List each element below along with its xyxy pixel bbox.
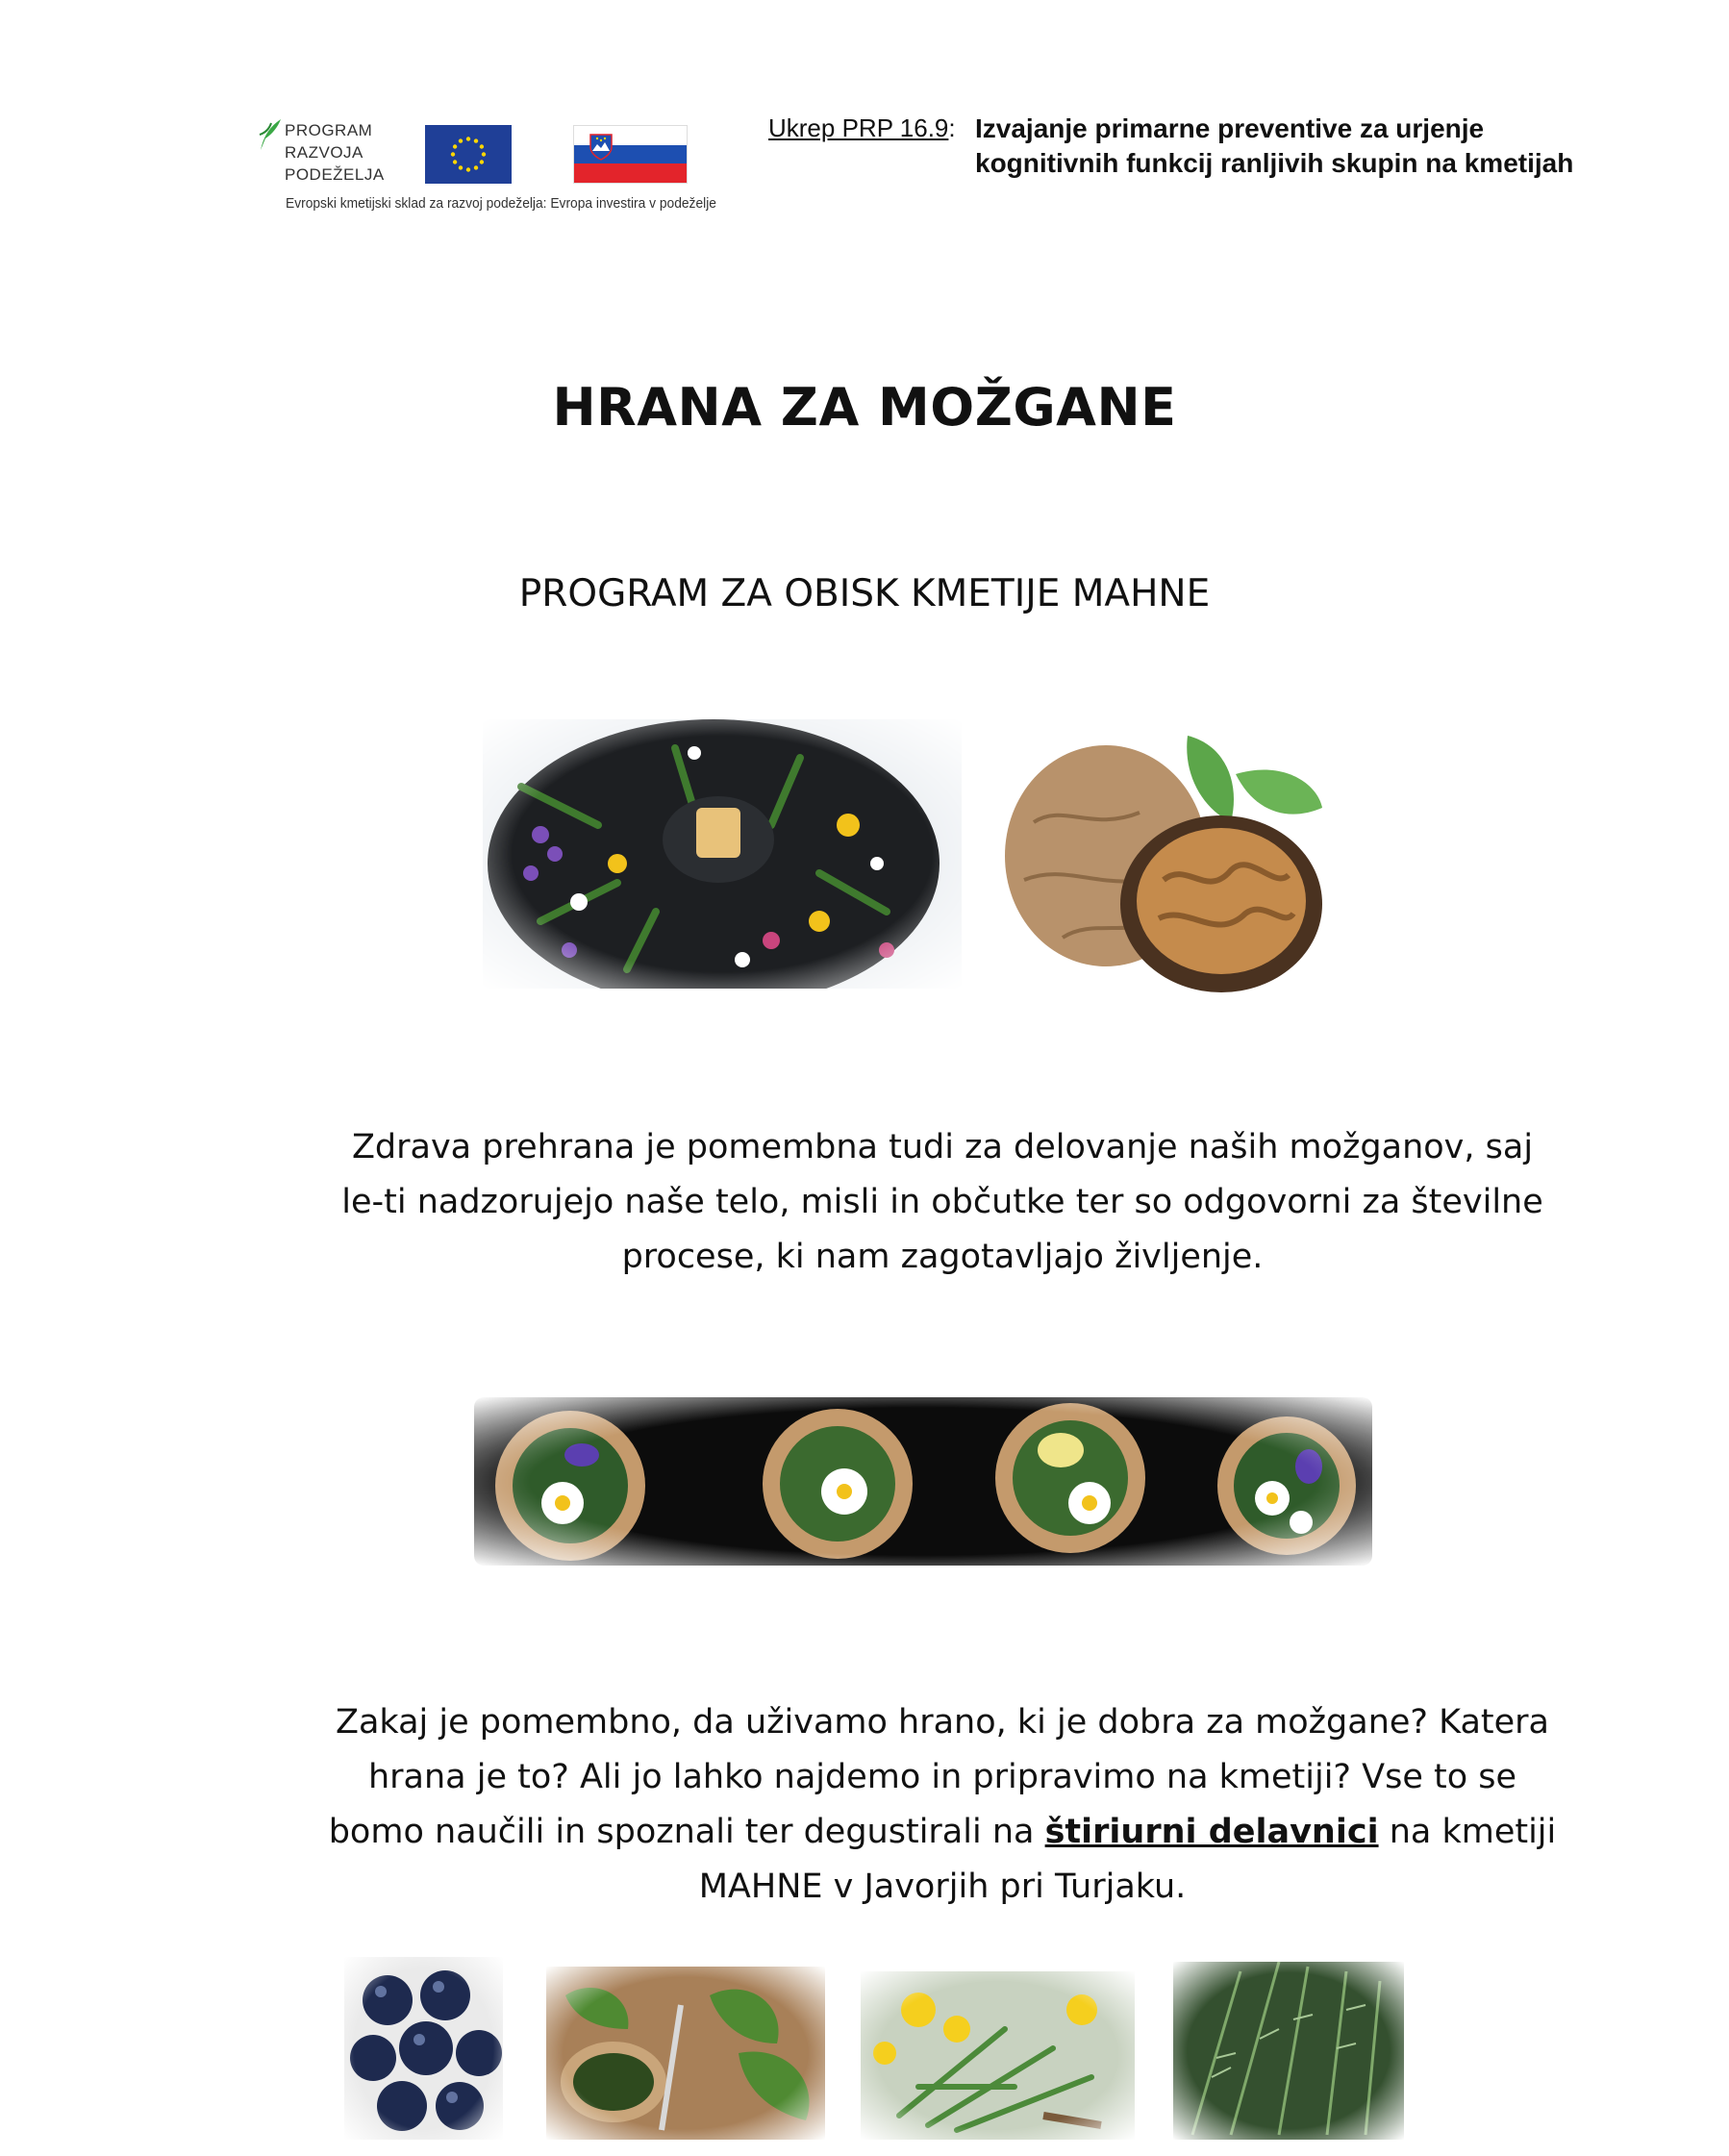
slovenia-coat-of-arms-icon — [589, 134, 613, 161]
dandelion-photo — [861, 1971, 1135, 2140]
page-subtitle: PROGRAM ZA OBISK KMETIJE MAHNE — [518, 572, 1211, 615]
workshop-line-3 — [317, 1805, 1567, 1860]
program-razvoja-podezelja-logo — [258, 113, 385, 190]
logo-line-2: RAZVOJA — [285, 143, 363, 162]
slovenia-flag — [573, 125, 688, 184]
workshop-highlight: štiriurni delavnici — [1044, 1813, 1379, 1851]
intro-paragraph — [317, 1120, 1567, 1285]
rosemary-photo — [1173, 1962, 1404, 2140]
workshop-paragraph — [317, 1695, 1567, 1915]
measure-colon: : — [948, 113, 956, 142]
workshop-line-1: Zakaj je pomembno, da uživamo hrano, ki je dobra za možgane? Katera — [336, 1703, 1549, 1742]
flower-tarts-photo — [474, 1397, 1372, 1566]
logo-caption: Evropski kmetijski sklad za razvoj podeželja: Evropa investira v podeželje — [286, 195, 716, 212]
eu-flag — [425, 125, 512, 184]
intro-line-2: le-ti nadzorujejo naše telo, misli in občutke ter so odgovorni za številne — [341, 1183, 1543, 1221]
sloe-berries-photo — [344, 1957, 503, 2140]
eu-stars-icon — [425, 125, 512, 184]
page-title: HRANA ZA MOŽGANE — [552, 377, 1177, 438]
measure-title-line-1: Izvajanje primarne preventive za urjenje — [975, 113, 1485, 143]
walnut-photo — [995, 716, 1327, 1005]
workshop-line-3-end: na kmetiji — [1378, 1813, 1557, 1851]
measure-code-text: Ukrep PRP 16.9 — [768, 113, 949, 142]
logo-line-3: PODEŽELJA — [285, 165, 385, 184]
intro-line-1: Zdrava prehrana je pomembna tudi za delovanje naših možganov, saj — [351, 1128, 1534, 1166]
leaf-icon — [258, 117, 283, 152]
nettle-leaves-photo — [546, 1967, 825, 2140]
measure-title-line-2: kognitivnih funkcij ranljivih skupin na kmetijah — [975, 148, 1574, 178]
workshop-line-2: hrana je to? Ali jo lahko najdemo in pripravimo na kmetiji? Vse to se — [367, 1758, 1517, 1796]
measure-title — [975, 112, 1573, 181]
workshop-line-4: MAHNE v Javorjih pri Turjaku. — [698, 1868, 1187, 1906]
logo-line-1: PROGRAM — [285, 121, 373, 139]
measure-code — [768, 113, 956, 143]
herbs-plate-photo — [483, 719, 962, 989]
intro-line-3: procese, ki nam zagotavljajo življenje. — [621, 1238, 1264, 1276]
workshop-line-3-start: bomo naučili in spoznali ter degustirali na — [328, 1813, 1045, 1851]
